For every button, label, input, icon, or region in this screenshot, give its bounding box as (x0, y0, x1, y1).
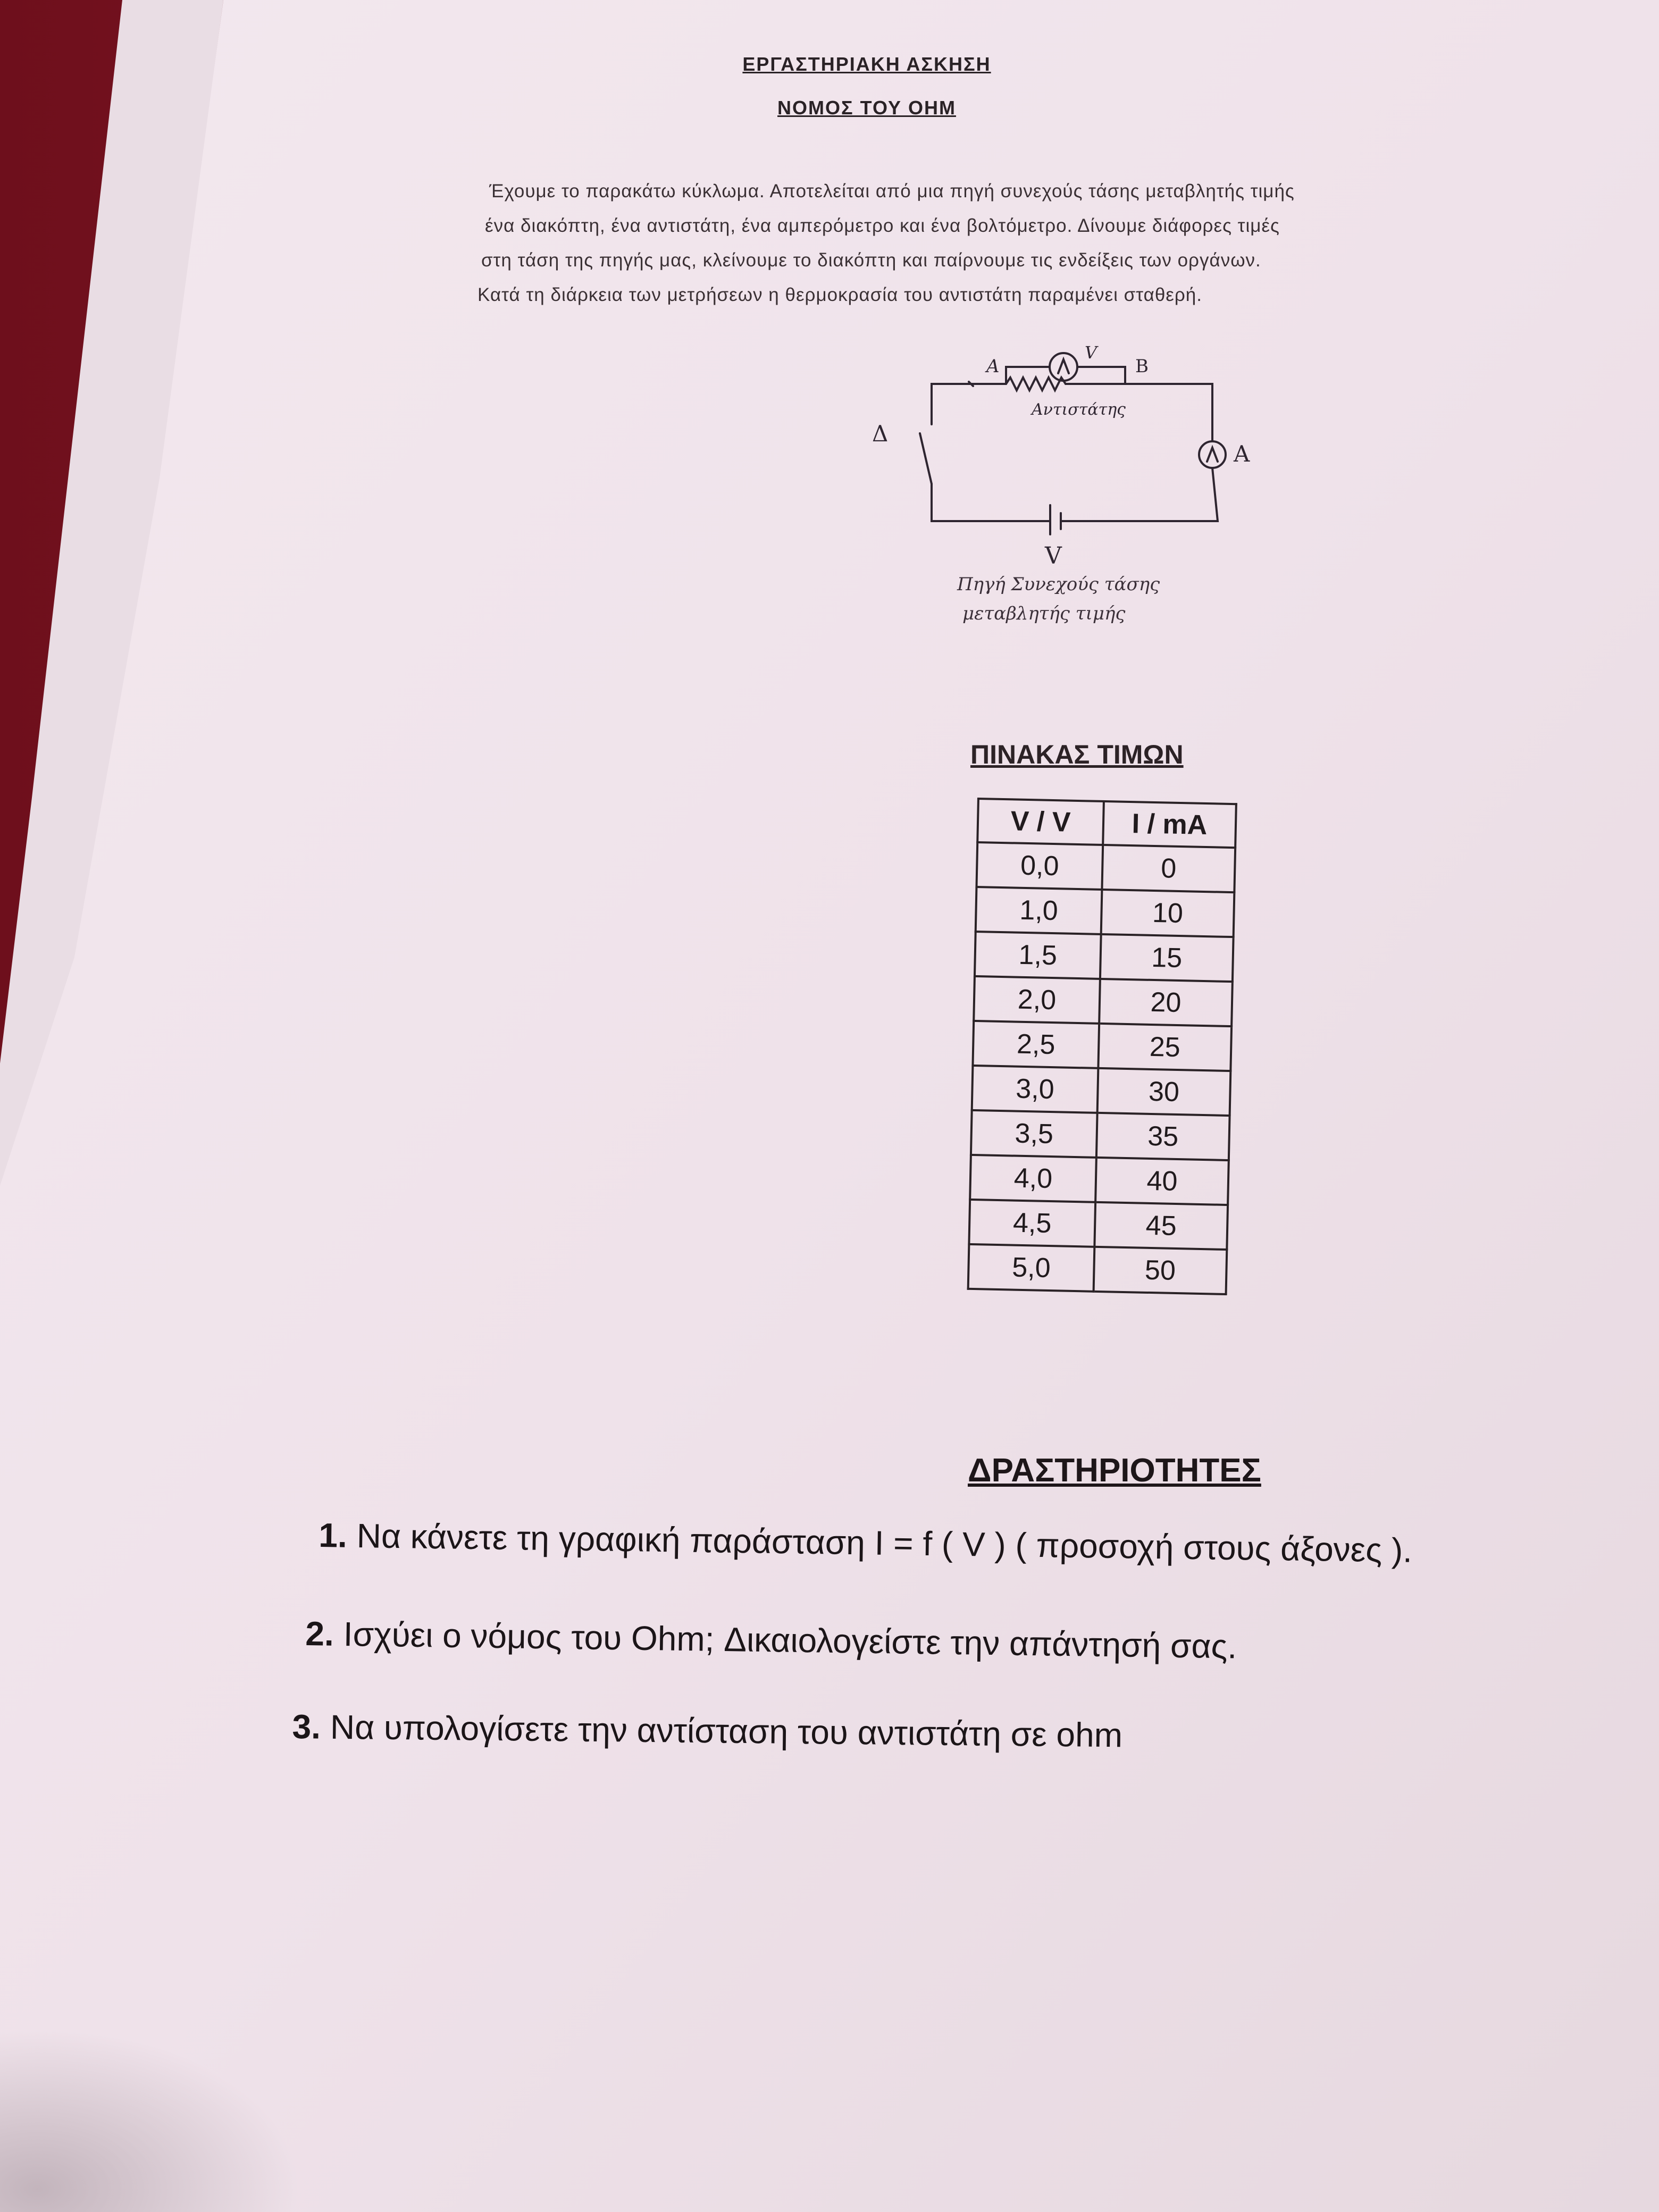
column-header-voltage: V / V (977, 799, 1104, 845)
switch-symbol (920, 433, 932, 484)
wire-right (1061, 468, 1218, 521)
current-cell: 10 (1101, 890, 1235, 937)
table-row (974, 976, 1233, 1026)
label-b: B (1135, 356, 1149, 377)
voltage-cell: 2,5 (973, 1021, 1099, 1068)
intro-line-4: Κατά τη διάρκεια των μετρήσεων η θερμοκρασία του αντιστάτη παραμένει σταθερή. (477, 284, 1202, 305)
activity-number: 2. (305, 1614, 334, 1653)
document-subtitle: ΝΟΜΟΣ ΤΟΥ ΟΗΜ (777, 97, 956, 119)
source-caption-line-2: μεταβλητής τιμής (962, 603, 1126, 624)
wire-top-left (932, 384, 1006, 424)
wire-bottom-left (932, 484, 1050, 521)
table-row (976, 842, 1235, 892)
current-cell: 45 (1094, 1202, 1228, 1250)
current-cell: 15 (1100, 934, 1234, 982)
circuit-diagram (851, 340, 1287, 638)
table-row (968, 1244, 1227, 1294)
activity-number: 3. (292, 1707, 321, 1746)
current-cell: 50 (1094, 1247, 1227, 1294)
current-cell: 0 (1102, 845, 1235, 892)
voltage-cell: 5,0 (968, 1244, 1095, 1292)
voltmeter-label: V (1085, 342, 1097, 363)
table-row (976, 887, 1235, 937)
current-cell: 30 (1097, 1068, 1231, 1116)
table-row (973, 1021, 1231, 1071)
activity-item-1 (319, 1515, 1413, 1570)
current-cell: 20 (1099, 979, 1233, 1026)
source-label: V (1045, 542, 1062, 569)
activity-text: Ισχύει ο νόμος του Ohm; Δικαιολογείστε την απάντησή σας. (343, 1614, 1237, 1666)
activity-text: Να υπολογίσετε την αντίσταση του αντιστάτη σε ohm (330, 1707, 1123, 1755)
activity-item-2 (305, 1614, 1237, 1666)
activity-item-3 (292, 1707, 1122, 1755)
activity-text: Να κάνετε τη γραφική παράσταση I = f ( V ) ( προσοχή στους άξονες ). (356, 1516, 1413, 1570)
table-row (975, 932, 1234, 982)
values-table-heading: ΠΙΝΑΚΑΣ ΤΙΜΩΝ (970, 740, 1184, 769)
current-cell: 25 (1098, 1024, 1231, 1071)
column-header-current: I / mA (1103, 801, 1236, 848)
intro-line-2: ένα διακόπτη, ένα αντιστάτη, ένα αμπερόμετρο και ένα βολτόμετρο. Δίνουμε διάφορες τιμές (485, 215, 1280, 236)
values-table (967, 798, 1237, 1295)
source-caption-line-1: Πηγή Συνεχούς τάσης (957, 574, 1160, 595)
voltage-cell: 1,5 (975, 932, 1101, 979)
switch-label: Δ (872, 421, 889, 447)
voltage-cell: 1,0 (976, 887, 1102, 934)
resistor-label: Αντιστάτης (1032, 400, 1126, 419)
table-row (972, 1066, 1231, 1116)
intro-line-3: στη τάση της πηγής μας, κλείνουμε το διακόπτη και παίρνουμε τις ενδείξεις των οργάνων. (481, 250, 1261, 271)
label-a: A (986, 356, 1000, 377)
current-cell: 35 (1096, 1113, 1230, 1160)
voltage-cell: 4,0 (970, 1155, 1096, 1202)
voltage-cell: 3,5 (971, 1110, 1097, 1158)
activity-number: 1. (318, 1516, 348, 1555)
table-header-row (977, 799, 1236, 848)
activities-heading: ΔΡΑΣΤΗΡΙΟΤΗΤΕΣ (968, 1452, 1261, 1489)
battery-symbol (1050, 505, 1061, 534)
table-row (970, 1155, 1229, 1205)
intro-line-1: Έχουμε το παρακάτω κύκλωμα. Αποτελείται από μια πηγή συνεχούς τάσης μεταβλητής τιμής (489, 181, 1295, 202)
voltage-cell: 4,5 (969, 1200, 1095, 1247)
voltage-cell: 3,0 (972, 1066, 1099, 1113)
table-row (971, 1110, 1230, 1160)
voltage-cell: 2,0 (974, 976, 1100, 1024)
voltage-cell: 0,0 (976, 842, 1103, 890)
current-cell: 40 (1095, 1158, 1229, 1205)
table-row (969, 1200, 1228, 1250)
ammeter-label: A (1234, 441, 1250, 467)
document-title: ΕΡΓΑΣΤΗΡΙΑΚΗ ΑΣΚΗΣΗ (742, 53, 991, 75)
